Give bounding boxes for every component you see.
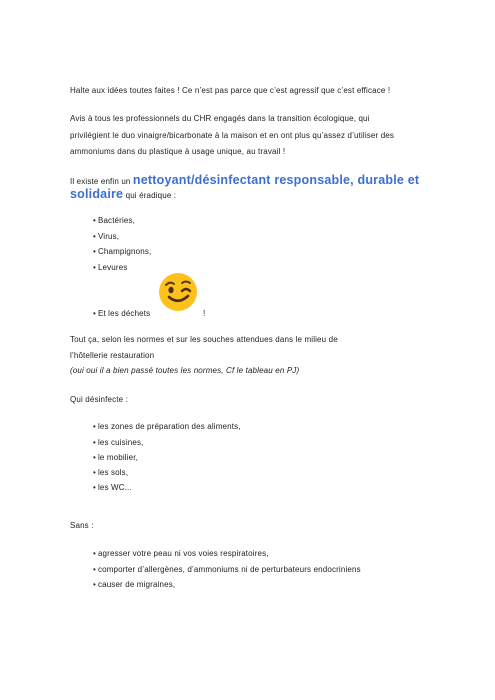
paragraph-line: Avis à tous les professionnels du CHR engagés dans la transition écologique, qui <box>70 114 370 123</box>
list-item: • causer de migraines, <box>93 580 176 589</box>
list-item-suffix: ! <box>203 309 206 318</box>
intro-highlight: nettoyant/désinfectant responsable, durable et <box>132 173 420 187</box>
list-item: • Levures <box>93 263 128 272</box>
headline-text: Halte aux idées toutes faites ! Ce n’est pas parce que c’est agressif que c’est efficace ! <box>70 86 391 95</box>
paragraph-line: Tout ça, selon les normes et sur les souches attendues dans le milieu de <box>70 335 338 344</box>
list-item: • Virus, <box>93 232 120 241</box>
list-item: • Champignons, <box>93 247 152 256</box>
list-item: • les cuisines, <box>93 438 144 447</box>
list-item: • Bactéries, <box>93 216 136 225</box>
paragraph-line: l’hôtellerie restauration <box>70 351 155 360</box>
list-item: • les sols, <box>93 468 129 477</box>
intro-highlight-2: solidaire <box>70 187 124 201</box>
intro-prefix: Il existe enfin un <box>70 177 133 186</box>
intro-line-2 <box>70 187 176 203</box>
list-item: • les WC... <box>93 483 132 492</box>
section-heading: Qui désinfecte : <box>70 395 128 404</box>
list-item: • Et les déchets <box>93 309 151 318</box>
section-heading: Sans : <box>70 521 94 530</box>
paragraph-line: privilégient le duo vinaigre/bicarbonate à la maison et en ont plus qu’assez d’utiliser des <box>70 131 395 140</box>
italic-note: (oui oui il a bien passé toutes les normes, Cf le tableau en PJ) <box>70 366 300 375</box>
winking-face-icon <box>157 271 199 313</box>
list-item: • le mobilier, <box>93 453 138 462</box>
list-item: • les zones de préparation des aliments, <box>93 422 241 431</box>
paragraph-line: ammoniums dans du plastique à usage unique, au travail ! <box>70 147 286 156</box>
intro-suffix: qui éradique : <box>123 191 177 200</box>
list-item: • agresser votre peau ni vos voies respiratoires, <box>93 549 269 558</box>
list-item: • comporter d’allergènes, d’ammoniums ni de perturbateurs endocriniens <box>93 565 361 574</box>
